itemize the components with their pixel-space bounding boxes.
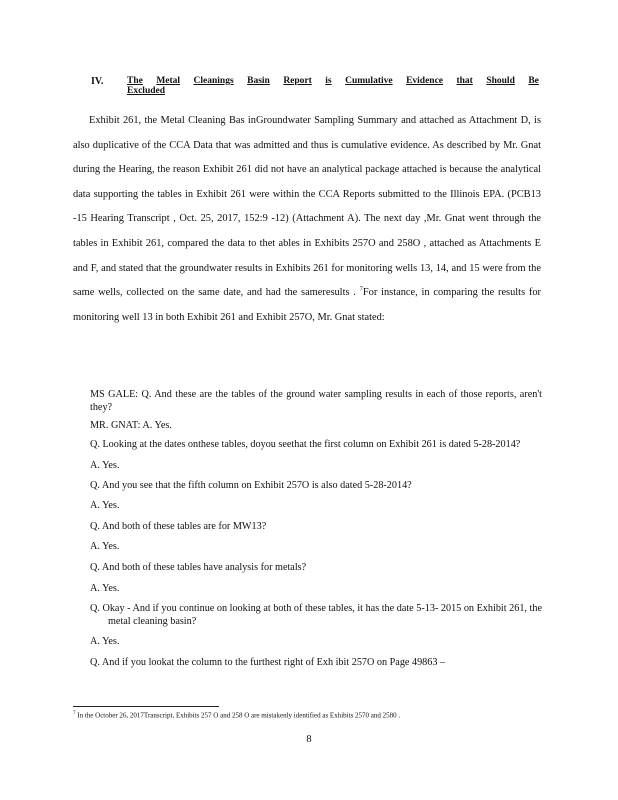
transcript-line: A. Yes. (90, 583, 120, 594)
transcript-line: Q. Okay - And if you continue on looking at both of these tables, it has the date 5-13- 2015 on Exhibit 261, the metal cleaning basin? (90, 603, 542, 627)
transcript-excerpt (90, 388, 542, 669)
footnote-marker: 7 (73, 711, 76, 716)
heading-word: Report (283, 76, 312, 86)
heading-word: that (456, 76, 473, 86)
heading-word: Cleanings (193, 76, 234, 86)
footnote (73, 711, 543, 719)
transcript-line: Q. And both of these tables are for MW13? (90, 521, 267, 532)
section-heading-line1 (127, 76, 539, 86)
paragraph-text-tail: For instance, in comparing the results for monitoring well 13 in both Exhibit 261 and Exhibit 257O, Mr. Gnat stated: (73, 287, 541, 323)
transcript-line: MS GALE: Q. And these are the tables of the ground water sampling results in each of those reports, aren't they? (90, 389, 542, 413)
footnote-text: In the October 26, 2017Transcript, Exhibits 257 O and 258 O are mistakenly identified as Exhibits 2570 and 2580 . (77, 711, 401, 720)
footnote-divider (73, 706, 219, 707)
heading-word: Be (528, 76, 539, 86)
transcript-line: Q. And if you lookat the column to the furthest right of Exh ibit 257O on Page 49863 – (90, 657, 446, 668)
page-number: 8 (306, 734, 312, 745)
transcript-line: A. Yes. (90, 636, 120, 647)
heading-word: Metal (156, 76, 181, 86)
transcript-line: A. Yes. (90, 541, 120, 552)
heading-word: Cumulative (345, 76, 393, 86)
transcript-line: Q. Looking at the dates onthese tables, doyou seethat the first column on Exhibit 261 is dated 5-28-2014? (90, 439, 521, 450)
transcript-line: A. Yes. (90, 460, 120, 471)
transcript-line: Q. And both of these tables have analysis for metals? (90, 562, 307, 573)
body-paragraph (73, 109, 541, 330)
transcript-line: A. Yes. (90, 500, 120, 511)
heading-word: Should (486, 76, 515, 86)
heading-word: is (325, 76, 332, 86)
transcript-line: MR. GNAT: A. Yes. (90, 420, 172, 431)
paragraph-text: Exhibit 261, the Metal Cleaning Bas inGroundwater Sampling Summary and attached as Attachment D, is also duplicative of the CCA Data that was admitted and thus is cumulative evidence. As described by Mr. Gnat during the Hearing, the reason Exhibit 261 did not have an analytical package attached is because the analytical data supporting the tables in Exhibit 261 were within the CCA Reports submitted to the Illinois EPA. (PCB13 -15 Hearing Transcript , Oct. 25, 2017, 152:9 -12) (Attachment A). The next day ,Mr. Gnat went through the tables in Exhibit 261, compared the data to thet ables in Exhibits 257O and 258O , attached as Attachments E and F, and stated that the groundwater results in Exhibits 261 for monitoring wells 13, 14, and 15 were from the same wells, collected on the same date, and had the sameresults . (73, 115, 541, 299)
heading-word: Basin (247, 76, 270, 86)
heading-word: The (127, 76, 143, 86)
section-heading-line2: Excluded (127, 86, 166, 96)
footnote-reference[interactable]: 7 (359, 285, 363, 293)
transcript-line: Q. And you see that the fifth column on Exhibit 257O is also dated 5-28-2014? (90, 480, 412, 491)
section-heading (127, 76, 539, 96)
section-number: IV. (91, 76, 104, 87)
heading-word: Evidence (406, 76, 444, 86)
